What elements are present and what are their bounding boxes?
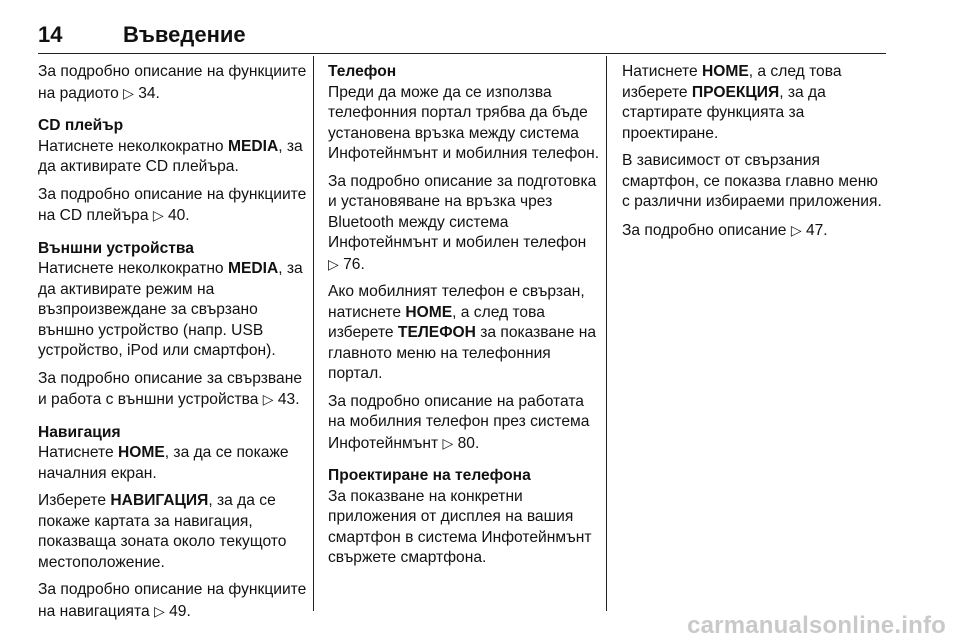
navigation-section	[38, 423, 310, 623]
page-reference-link[interactable]: 40.	[167, 207, 190, 224]
page-reference-link[interactable]: 76.	[343, 255, 365, 273]
projection-ref-paragraph: За подробно описание ▷ 47.	[622, 221, 828, 239]
navigation-instruction-home: Натиснете HOME, за да се покаже началния екран.	[38, 444, 289, 482]
column-divider-1	[313, 56, 314, 611]
button-name-home: HOME	[701, 63, 749, 80]
button-name-media: MEDIA	[227, 260, 279, 277]
phone-section	[328, 62, 600, 454]
page-ref-arrow-icon: ▷	[328, 255, 339, 272]
section-heading-phone: Телефон	[328, 63, 397, 80]
navigation-instruction-select: Изберете НАВИГАЦИЯ, за да се покаже картата за навигация, показваща зоната около текущото местоположение.	[38, 492, 287, 571]
cd-ref-paragraph: За подробно описание на функциите на CD плейъра ▷ 40.	[38, 185, 307, 224]
phone-instruction: Ако мобилният телефон е свързан, натиснете HOME, а след това изберете ТЕЛЕФОН за показване на главното меню на телефонния портал.	[328, 283, 596, 382]
page-reference-link[interactable]: 80.	[457, 434, 480, 452]
menu-name-phone: ТЕЛЕФОН	[397, 324, 476, 341]
menu-name-projection: ПРОЕКЦИЯ	[691, 83, 780, 101]
button-name-media: MEDIA	[227, 137, 279, 155]
page-reference-link[interactable]: 47.	[805, 221, 828, 239]
phone-paragraph-1: Преди да може да се използва телефонния портал трябва да бъде установена връзка между система Инфотейнмънт и мобилния телефон.	[328, 83, 600, 162]
page-header	[38, 22, 886, 50]
page-ref-arrow-icon: ▷	[790, 221, 802, 238]
section-heading-navigation: Навигация	[38, 423, 121, 441]
column-divider-2	[606, 56, 607, 611]
button-name-home: HOME	[405, 303, 453, 321]
projection-menu-paragraph: В зависимост от свързания смартфон, се показва главно меню с различни избираеми приложения.	[622, 152, 882, 210]
external-instruction: Натиснете неколкократно MEDIA, за да активирате режим на възпроизвеждане за свързано външно устройство (напр. USB устройство, iPod или смартфон).	[38, 260, 303, 359]
page-ref-arrow-icon: ▷	[262, 391, 274, 407]
external-devices-section	[38, 239, 310, 411]
watermark: carmanualsonline.info	[687, 612, 946, 639]
page-reference-link[interactable]: 34.	[138, 84, 160, 102]
phone-ref-paragraph-bluetooth: За подробно описание за подготовка и установяване на връзка чрез Bluetooth между система Инфотейнмънт и мобилен телефон ▷ 76.	[328, 172, 597, 273]
page-title: Въведение	[123, 22, 246, 47]
projection-paragraph: За показване на конкретни приложения от дисплея на вашия смартфон в система Инфотейнмънт свържете смартфона.	[328, 487, 592, 566]
header-divider	[38, 53, 886, 54]
cd-instruction: Натиснете неколкократно MEDIA, за да активирате CD плейъра.	[38, 137, 303, 175]
cd-section	[38, 116, 310, 227]
menu-name-navigation: НАВИГАЦИЯ	[110, 492, 209, 509]
phone-projection-section	[328, 466, 600, 569]
column-3	[622, 62, 890, 248]
section-heading-external-devices: Външни устройства	[38, 239, 194, 257]
page-reference-link[interactable]: 49.	[169, 602, 191, 620]
page-ref-arrow-icon: ▷	[153, 602, 165, 619]
button-name-home: HOME	[117, 444, 165, 461]
page-reference-link[interactable]: 43.	[277, 391, 300, 408]
radio-section	[38, 62, 310, 104]
radio-ref-paragraph: За подробно описание на функциите на радиото ▷ 34.	[38, 63, 307, 102]
section-heading-phone-projection: Проектиране на телефона	[328, 467, 531, 484]
navigation-ref-paragraph: За подробно описание на функциите на навигацията ▷ 49.	[38, 581, 307, 620]
column-1	[38, 62, 310, 629]
phone-ref-paragraph-operation: За подробно описание на работата на мобилния телефон през система Инфотейнмънт ▷ 80.	[328, 392, 590, 452]
external-ref-paragraph: За подробно описание за свързване и работа с външни устройства ▷ 43.	[38, 369, 302, 408]
column-2	[328, 62, 600, 576]
page-ref-arrow-icon: ▷	[123, 84, 134, 101]
page-number: 14	[38, 22, 63, 47]
page-ref-arrow-icon: ▷	[152, 207, 164, 223]
section-heading-cd: CD плейър	[38, 117, 124, 134]
page-ref-arrow-icon: ▷	[442, 434, 454, 451]
projection-instruction: Натиснете HOME, а след това изберете ПРОЕКЦИЯ, за да стартирате функцията за проектиране.	[622, 63, 842, 142]
